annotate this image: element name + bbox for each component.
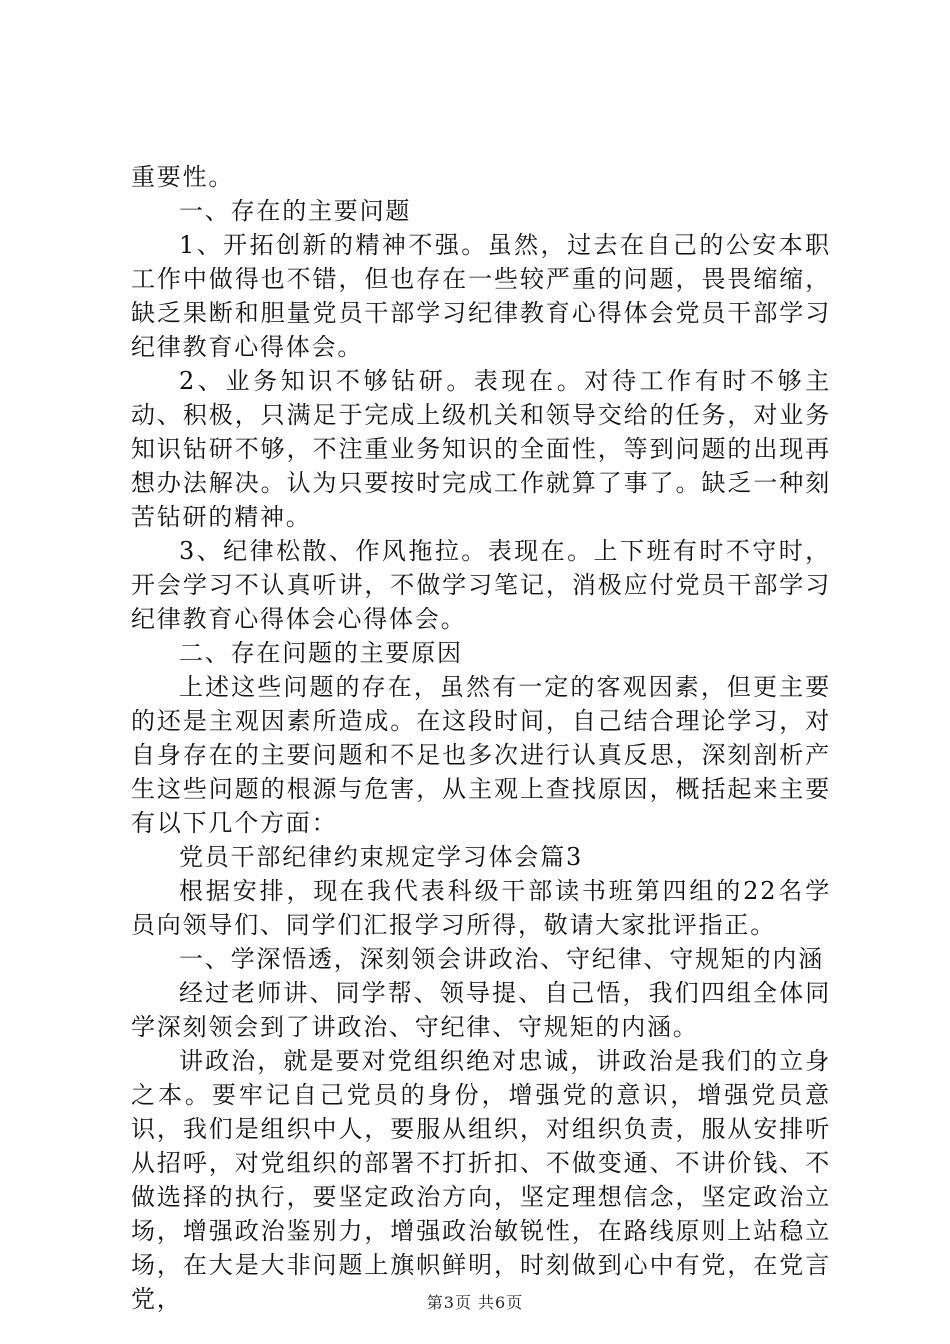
paragraph-continuation: 重要性。 — [131, 163, 235, 191]
page-number-footer: 第3页 共6页 — [426, 1293, 524, 1312]
paragraph-causes: 上述这些问题的存在，虽然有一定的客观因素，但更主要的还是主观因素所造成。在这段时间，自己结合理论学习，对自身存在的主要问题和不足也多次进行认真反思，深刻剖析产生这些问题的根源与危害，从主观上查找原因，概括起来主要有以下几个方面： — [131, 673, 831, 837]
paragraph-intro: 根据安排，现在我代表科级干部读书班第四组的22名学员向领导们、同学们汇报学习所得，敬请大家批评指正。 — [131, 877, 831, 939]
paragraph-problem-1: 1、开拓创新的精神不强。虽然，过去在自己的公安本职工作中做得也不错，但也存在一些较严重的问题，畏畏缩缩，缺乏果断和胆量党员干部学习纪律教育心得体会党员干部学习纪律教育心得体会。 — [131, 231, 831, 361]
section-heading-main-problems: 一、存在的主要问题 — [179, 197, 412, 225]
section-heading-main-causes: 二、存在问题的主要原因 — [179, 639, 463, 667]
document-body — [131, 160, 831, 1316]
article-title: 党员干部纪律约束规定学习体会篇3 — [179, 843, 584, 871]
paragraph-politics: 讲政治，就是要对党组织绝对忠诚，讲政治是我们的立身之本。要牢记自己党员的身份，增强党的意识，增强党员意识，我们是组织中人，要服从组织，对组织负责，服从安排听从招呼，对党组织的部署不打折扣、不做变通、不讲价钱、不做选择的执行，要坚定政治方向，坚定理想信念，坚定政治立场，增强政治鉴别力，增强政治敏锐性，在路线原则上站稳立场，在大是大非问题上旗帜鲜明，时刻做到心中有党，在党言党， — [131, 1047, 831, 1313]
section-heading-study: 一、学深悟透，深刻领会讲政治、守纪律、守规矩的内涵 — [179, 945, 824, 973]
paragraph-problem-2: 2、业务知识不够钻研。表现在。对待工作有时不够主动、积极，只满足于完成上级机关和领导交给的任务，对业务知识钻研不够，不注重业务知识的全面性，等到问题的出现再想办法解决。认为只要按时完成工作就算了事了。缺乏一种刻苦钻研的精神。 — [131, 367, 831, 531]
paragraph-problem-3: 3、纪律松散、作风拖拉。表现在。上下班有时不守时，开会学习不认真听讲，不做学习笔记，消极应付党员干部学习纪律教育心得体会心得体会。 — [131, 537, 831, 633]
paragraph-study: 经过老师讲、同学帮、领导提、自己悟，我们四组全体同学深刻领会到了讲政治、守纪律、守规矩的内涵。 — [131, 979, 831, 1041]
